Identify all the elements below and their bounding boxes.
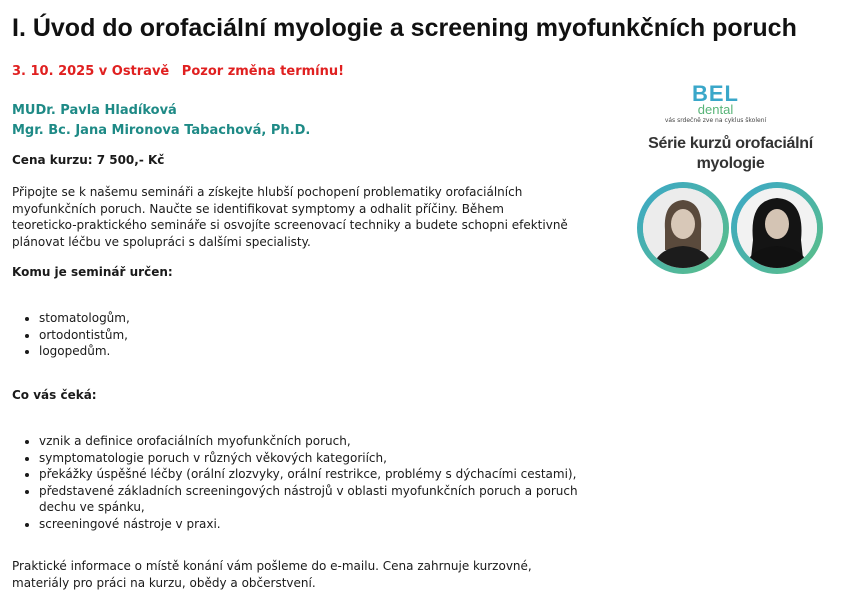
course-date-line bbox=[12, 64, 344, 79]
list-item: • ortodontistům, bbox=[39, 327, 599, 344]
course-price: Cena kurzu: 7 500,- Kč bbox=[12, 153, 165, 167]
list-item: • logopedům. bbox=[39, 343, 599, 360]
program-list bbox=[12, 433, 599, 532]
promo-banner bbox=[628, 78, 833, 278]
lecturer-list bbox=[12, 101, 310, 141]
brand-subname: dental bbox=[697, 102, 734, 117]
list-item: • představené základních screeningových nástrojů v oblasti myofunkčních poruch a poruch dechu ve spánku, bbox=[39, 483, 599, 516]
list-item: • vznik a definice orofaciálních myofunkčních poruch, bbox=[39, 433, 599, 450]
course-date-place: 3. 10. 2025 v Ostravě bbox=[12, 64, 170, 79]
practical-info: Praktické informace o místě konání vám pošleme do e-mailu. Cena zahrnuje kurzovné, materiály pro práci na kurzu, obědy a občerstvení. bbox=[12, 559, 532, 590]
lecturer-name: Mgr. Bc. Jana Mironova Tabachová, Ph.D. bbox=[12, 123, 311, 138]
lecturer-photo bbox=[731, 182, 823, 274]
person-silhouette-icon bbox=[643, 188, 723, 268]
page-title: I. Úvod do orofaciální myologie a screening myofunkčních poruch bbox=[12, 14, 797, 42]
series-title-line: myologie bbox=[696, 155, 765, 172]
series-title-line: Série kurzů orofaciální bbox=[648, 135, 813, 152]
list-item: • screeningové nástroje v praxi. bbox=[39, 516, 599, 533]
date-change-notice: Pozor změna termínu! bbox=[181, 64, 345, 79]
brand-tagline: vás srdečně zve na cyklus školení bbox=[664, 117, 767, 124]
audience-list bbox=[12, 310, 599, 360]
person-silhouette-icon bbox=[737, 188, 817, 268]
list-item: • symptomatologie poruch v různých věkových kategoriích, bbox=[39, 450, 599, 467]
list-item: • stomatologům, bbox=[39, 310, 599, 327]
bel-dental-logo bbox=[628, 81, 803, 126]
lecturer-photo bbox=[637, 182, 729, 274]
lecturer-name: MUDr. Pavla Hladíková bbox=[12, 103, 177, 118]
list-item: • překážky úspěšné léčby (orální zlozvyky, orální restrikce, problémy s dýchacími cestami), bbox=[39, 466, 599, 483]
audience-heading: Komu je seminář určen: bbox=[12, 265, 173, 279]
program-heading: Co vás čeká: bbox=[12, 388, 97, 402]
course-intro: Připojte se k našemu semináři a získejte hlubší pochopení problematiky orofaciálních myofunkčních poruch. Naučte se identifikovat symptomy a odhalit příčiny. Během teoreticko-praktického semináře si osvojíte screenovací techniky a budete schopni efektivně plánovat léčbu ve spolupráci s dalšími specialisty. bbox=[12, 185, 568, 249]
series-title bbox=[628, 134, 833, 174]
brand-name: BEL bbox=[692, 81, 739, 106]
